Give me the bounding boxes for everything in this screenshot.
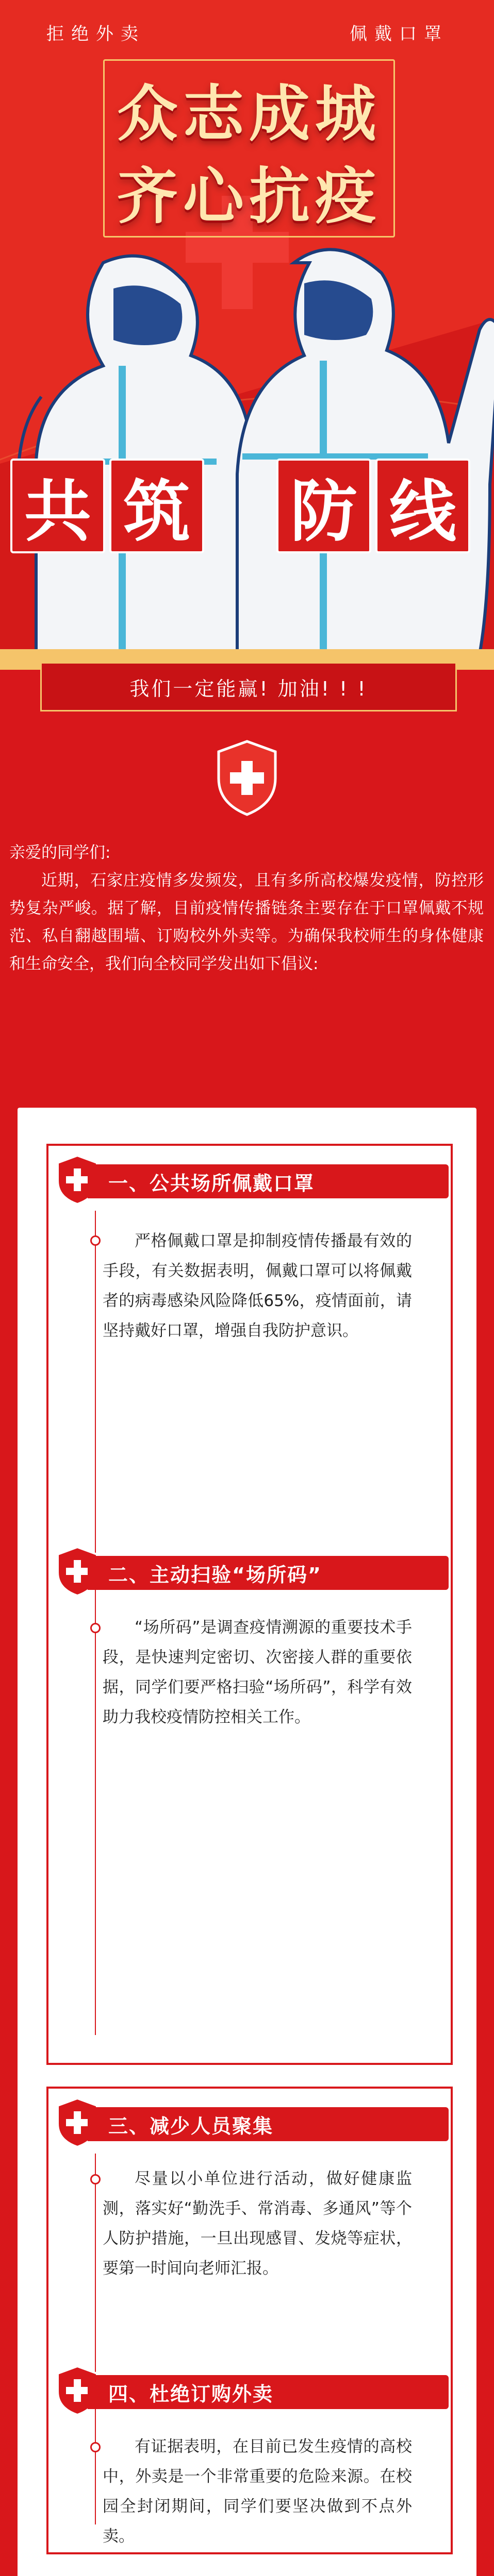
initiative-panel [18,1108,476,2576]
left-medic-figure [0,242,248,654]
section-header-3 [56,2097,448,2148]
section-text-3: 尽量以小单位进行活动，做好健康监测，落实好“勤洗手、常消毒、多通风”等个人防护措施，一旦出现感冒、发烧等症状，要第一时间向老师汇报。 [103,2170,412,2278]
figure-char-4: 线 [375,459,470,553]
timeline-dot [90,1235,101,1246]
title-line-1: 众志成城 [117,78,381,149]
medical-shield-icon [216,739,278,817]
title-frame [103,59,395,238]
timeline-dot [90,2174,101,2184]
section-text-2: “场所码”是调查疫情溯源的重要技术手段，是快速判定密切、次密接人群的重要依据，同学们要严格扫验“场所码”，科学有效助力我校疫情防控相关工作。 [103,1618,412,1726]
title-line-2: 齐心抗疫 [117,161,381,232]
section-title-3: 三、减少人员聚集 [88,2107,449,2141]
figure-char-2: 筑 [109,459,204,553]
top-left-slogan: 拒绝外卖 [46,24,145,44]
intro-body: 近期，石家庄疫情多发频发，且有多所高校爆发疫情，防控形势复杂严峻。据了解，目前疫情传播链条主要存在于口罩佩戴不规范、私自翻越围墙、订购校外外卖等。为确保我校师生的身体健康和生命安全，我们向全校同学发出如下倡议: [9,871,484,973]
intro-greeting: 亲爱的同学们: [9,843,111,862]
slogan-banner: 我们一定能赢! 加油! ! ! [40,662,457,711]
hero-poster [0,0,494,670]
top-slogans [46,20,449,45]
timeline-dot [90,1623,101,1633]
section-header-4 [56,2365,448,2416]
section-title-1: 一、公共场所佩戴口罩 [88,1164,449,1198]
intro-text [9,839,484,978]
section-text-4: 有证据表明，在目前已发生疫情的高校中，外卖是一个非常重要的危险来源。在校园全封闭期间，同学们要坚决做到不点外卖。 [103,2437,412,2546]
figure-char-1: 共 [10,459,105,553]
timeline-line [95,2154,96,2524]
right-medic-figure [222,227,494,654]
timeline-dot [90,2442,101,2452]
section-title-4: 四、杜绝订购外卖 [88,2375,449,2409]
section-text-1: 严格佩戴口罩是抑制疫情传播最有效的手段，有关数据表明，佩戴口罩可以将佩戴者的病毒感染风险降低65%，疫情面前，请坚持戴好口罩，增强自我防护意识。 [103,1232,412,1340]
section-header-2 [56,1546,448,1597]
figure-char-3: 防 [276,459,371,553]
section-header-1 [56,1154,448,1206]
top-right-slogan: 佩戴口罩 [350,24,449,44]
section-title-2: 二、主动扫验“场所码” [88,1556,449,1590]
